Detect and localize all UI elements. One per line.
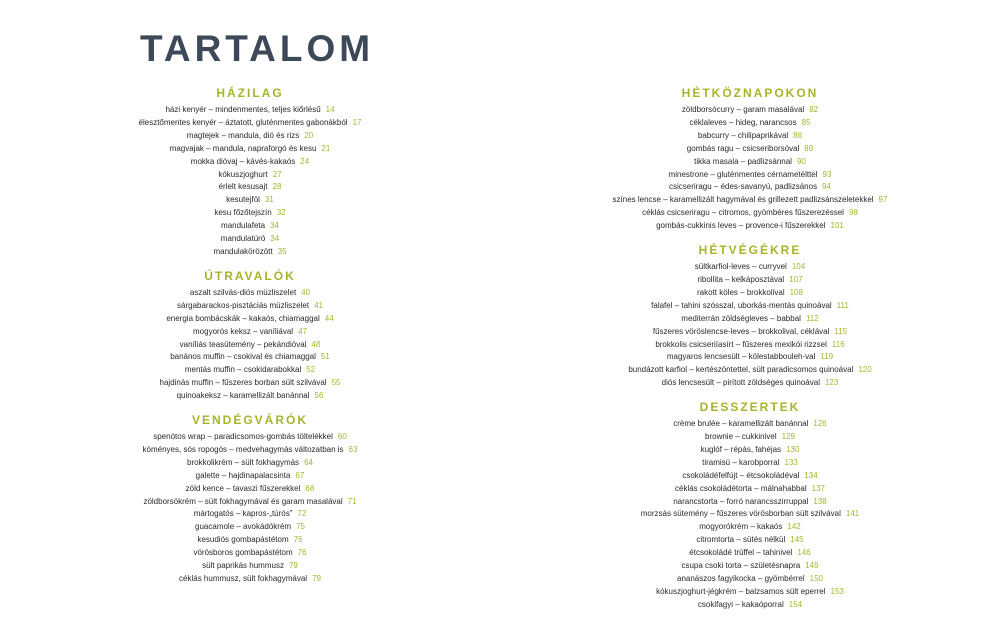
recipe-title: bundázott karfiol – kertészöntettel, sült paradicsomos quinoával (628, 365, 854, 375)
page-number: 115 (834, 326, 848, 336)
section-heading: HÉTKÖZNAPOKON (681, 86, 819, 100)
page-number: 120 (858, 365, 872, 375)
recipe-title: kesu főzőtejszín (214, 208, 272, 218)
toc-entry (0, 457, 500, 470)
toc-list (500, 418, 1000, 612)
page-number: 55 (331, 378, 341, 388)
recipe-title: guacamole – avokádókrém (195, 522, 292, 532)
recipe-title: diós lencsesült – pirított zöldséges quinoával (661, 378, 820, 388)
toc-entry (500, 444, 1000, 457)
toc-entry (0, 364, 500, 377)
recipe-title: gombás ragu – csicseriborsóval (686, 143, 800, 153)
page-number: 21 (321, 143, 331, 153)
recipe-title: mandulatúró (220, 234, 266, 244)
page-number: 94 (822, 182, 831, 192)
toc-entry (0, 508, 500, 521)
page-number: 119 (820, 352, 834, 362)
toc-entry (500, 534, 1000, 547)
toc-entry (500, 156, 1000, 169)
toc-entry (0, 339, 500, 352)
recipe-title: csicseriragu – édes-savanyú, padlizsános (669, 182, 818, 192)
toc-entry (500, 313, 1000, 326)
recipe-title: babcurry – chilipaprikával (697, 130, 789, 140)
toc-entry (0, 313, 500, 326)
page-number: 85 (801, 117, 811, 127)
page-number: 116 (831, 339, 845, 349)
toc-entry (0, 377, 500, 390)
page-number: 145 (790, 535, 804, 545)
page-number: 71 (347, 496, 357, 506)
page-number: 142 (787, 522, 801, 532)
recipe-title: banános muffin – csokival és chiamaggal (170, 352, 316, 362)
recipe-title: ananászos fagyikocka – gyömbérrel (677, 574, 805, 583)
toc-entry (500, 364, 1000, 377)
page-number: 28 (272, 182, 282, 192)
recipe-title: mártogatós – kapros-„túrós” (193, 509, 293, 519)
recipe-title: ribollita – kelkáposztával (697, 274, 785, 284)
recipe-title: aszalt szilvás-diós müzliszelet (189, 287, 297, 297)
toc-entry (500, 143, 1000, 156)
page-number: 47 (298, 326, 307, 336)
recipe-title: zöld kence – tavaszi fűszerekkel (185, 483, 301, 493)
page-number: 146 (797, 548, 811, 558)
page-number: 56 (314, 391, 324, 401)
toc-entry (0, 547, 500, 560)
toc-entry (0, 534, 500, 547)
page-number: 34 (270, 221, 279, 231)
recipe-title: galette – hajdinapalacsinta (195, 470, 291, 480)
section-vendegvarok (0, 413, 500, 586)
page-number: 17 (352, 117, 362, 127)
page-number: 111 (836, 300, 849, 310)
page-number: 75 (296, 522, 305, 532)
recipe-title: csupa csoki torta – születésnapra (681, 561, 801, 571)
toc-entry (500, 130, 1000, 143)
toc-entry (500, 483, 1000, 496)
recipe-title: magvajak – mandula, napraforgó és kesu (169, 143, 317, 153)
page-number: 20 (304, 130, 314, 140)
recipe-title: energia bombácskák – kakaós, chiamaggal (166, 313, 320, 323)
toc-entry (500, 300, 1000, 313)
recipe-title: színes lencse – karamellizált hagymával és grillezett padlizsánszeletekkel (612, 195, 874, 205)
recipe-title: minestrone – gluténmentes cérnametélttel (668, 169, 818, 179)
toc-entry (0, 496, 500, 509)
recipe-title: brokkolikrém – sült fokhagymás (187, 457, 300, 467)
recipe-title: mediterrán zöldségleves – babbal (681, 313, 801, 323)
page-number: 27 (272, 169, 282, 179)
page-number: 123 (824, 378, 839, 388)
page-number: 154 (788, 599, 803, 609)
page-number: 98 (848, 208, 858, 218)
recipe-title: csokoládéfelfújt – étcsokoládéval (682, 470, 800, 480)
toc-entry (0, 560, 500, 573)
page-number: 108 (789, 287, 803, 297)
recipe-title: kókuszjoghurt-jégkrém – balzsamos sült eperrel (656, 586, 826, 596)
toc-entry (500, 470, 1000, 483)
toc-entry (500, 521, 1000, 534)
recipe-title: köményes, sós ropogós – medvehagymás változatban is (142, 444, 344, 454)
recipe-title: céklás csokoládétorta – málnahabbal (675, 483, 807, 493)
recipe-title: fűszeres vöröslencse-leves – brokkolival, céklával (652, 326, 830, 336)
toc-entry (500, 573, 1000, 586)
recipe-title: rakott köles – brokkolival (697, 287, 785, 297)
recipe-title: magtejek – mandula, dió és rizs (186, 130, 300, 140)
recipe-title: quinoakeksz – karamellizált banánnal (176, 391, 310, 401)
toc-entry (500, 351, 1000, 364)
page-number: 150 (809, 574, 823, 583)
page-number: 126 (813, 419, 827, 429)
page-title: TARTALOM (140, 28, 375, 69)
page-number: 44 (324, 313, 334, 323)
page-number: 14 (325, 105, 335, 114)
page-number: 64 (304, 457, 313, 467)
toc-entry (500, 431, 1000, 444)
page-number: 97 (878, 195, 888, 205)
recipe-title: citromtorta – sütés nélkül (696, 535, 786, 545)
page-number: 63 (348, 444, 358, 454)
toc-entry (0, 300, 500, 313)
recipe-title: mandulafeta (221, 221, 266, 231)
page-number: 24 (300, 156, 310, 166)
recipe-title: érlelt kesusajt (218, 182, 268, 192)
section-heading: HÉTVÉGÉKRE (698, 243, 802, 258)
recipe-title: zöldborsókrém – sült fokhagymával és garam masalával (143, 496, 343, 506)
recipe-title: tikka masala – padlizsánnal (694, 156, 792, 166)
recipe-title: sültkarfiol-leves – curryvel (694, 262, 787, 272)
recipe-title: mogyorós keksz – vaníliával (193, 326, 294, 336)
toc-list (0, 431, 500, 586)
toc-entry (0, 233, 500, 246)
recipe-title: kókuszjoghurt (218, 169, 268, 179)
toc-list (500, 261, 1000, 390)
toc-entry (500, 326, 1000, 339)
toc-entry (0, 130, 500, 143)
recipe-title: céklás hummusz, sült fokhagymával (179, 574, 308, 583)
toc-entry (500, 560, 1000, 573)
toc-entry (500, 220, 1000, 233)
page-number: 107 (789, 274, 803, 284)
toc-entry (0, 156, 500, 169)
recipe-title: falafel – tahini szósszal, uborkás-mentás quinoával (651, 300, 832, 310)
recipe-title: crème brulée – karamellizált banánnal (673, 419, 809, 429)
recipe-title: kesudiós gombapástétom (197, 535, 289, 545)
page-number: 31 (264, 195, 274, 205)
page-number: 79 (312, 574, 321, 583)
toc-entry (500, 181, 1000, 194)
page-number: 52 (306, 365, 316, 375)
recipe-title: magyaros lencsesült – kölestabbouleh-val (666, 352, 816, 362)
recipe-title: étcsokoládé trüffel – tahinivel (689, 548, 793, 558)
toc-entry (500, 547, 1000, 560)
page-number: 104 (791, 262, 806, 272)
page-number: 133 (784, 457, 798, 467)
toc-entry (0, 483, 500, 496)
recipe-title: sárgabarackos-pisztáciás müzliszelet (177, 300, 310, 310)
recipe-title: házi kenyér – mindenmentes, teljes kiőrlésű (165, 105, 321, 114)
toc-entry (500, 207, 1000, 220)
page-number: 130 (786, 444, 800, 454)
page-number: 82 (809, 105, 819, 114)
page-number: 76 (297, 548, 307, 558)
toc-list (0, 104, 500, 259)
page-number: 34 (270, 234, 280, 244)
page-number: 35 (277, 246, 287, 256)
recipe-title: brokkolis csicseriíasírt – fűszeres mexikói rizzsel (655, 339, 827, 349)
toc-entry (500, 287, 1000, 300)
recipe-title: zöldborsócurry – garam masalával (681, 105, 805, 114)
page-number: 68 (305, 483, 315, 493)
toc-entry (500, 586, 1000, 599)
toc-entry (500, 496, 1000, 509)
page-number: 138 (813, 496, 827, 506)
page-number: 153 (830, 586, 844, 596)
toc-entry (0, 207, 500, 220)
recipe-title: céklaleves – hideg, narancsos (689, 117, 797, 127)
recipe-title: mentás muffin – csokidarabokkal (184, 365, 302, 375)
page-number: 134 (804, 470, 818, 480)
page-number: 76 (293, 535, 303, 545)
recipe-title: vörösboros gombapástétom (193, 548, 293, 558)
left-column (0, 86, 500, 596)
right-column (500, 86, 1000, 622)
toc-entry (500, 508, 1000, 521)
toc-entry (500, 457, 1000, 470)
recipe-title: morzsás sütemény – fűszeres vörösborban sült szilvával (640, 509, 841, 519)
toc-entry (500, 117, 1000, 130)
section-desszertek (500, 400, 1000, 612)
section-utravalok (0, 269, 500, 403)
recipe-title: sült paprikás hummusz (202, 561, 284, 571)
recipe-title: csokifagyi – kakaóporral (697, 599, 784, 609)
toc-entry (0, 246, 500, 259)
section-hetvegekre (500, 243, 1000, 390)
page-number: 141 (845, 509, 860, 519)
page-number: 67 (295, 470, 305, 480)
toc-entry (0, 181, 500, 194)
page-number: 93 (822, 169, 832, 179)
toc-entry (0, 143, 500, 156)
section-heading: VENDÉGVÁRÓK (191, 413, 308, 428)
page-number: 48 (311, 339, 321, 349)
recipe-title: tiramisú – karobporral (702, 457, 780, 467)
recipe-title: céklás csicseriragu – citromos, gyömbéres fűszerezéssel (642, 208, 844, 218)
recipe-title: vaníliás teasütemény – pekándióval (179, 339, 307, 349)
recipe-title: spenótos wrap – paradicsomos-gombás töltelékkel (153, 432, 333, 442)
page-number: 129 (781, 432, 795, 442)
recipe-title: élesztőmentes kenyér – áztatott, gluténmentes gabonákból (138, 117, 348, 127)
recipe-title: gombás-cukkinis leves – provence-i fűszerekkel (656, 221, 826, 231)
toc-list (0, 287, 500, 403)
toc-entry (500, 339, 1000, 352)
toc-entry (0, 194, 500, 207)
toc-entry (500, 274, 1000, 287)
section-heading: DESSZERTEK (699, 400, 801, 415)
toc-entry (0, 444, 500, 457)
page-number: 60 (337, 432, 347, 442)
page-number: 86 (793, 130, 803, 140)
toc-entry (500, 169, 1000, 182)
page-number: 112 (805, 313, 819, 323)
toc-entry (0, 390, 500, 403)
toc-entry (0, 351, 500, 364)
page-number: 90 (796, 156, 806, 166)
recipe-title: narancstorta – forró narancsszirruppal (673, 496, 809, 506)
recipe-title: mokka dióvaj – kávés-kakaós (190, 156, 296, 166)
page-number: 101 (830, 221, 844, 231)
toc-entry (0, 521, 500, 534)
toc-entry (0, 220, 500, 233)
recipe-title: mandulakörözött (213, 246, 273, 256)
toc-entry (0, 104, 500, 117)
toc-entry (0, 573, 500, 586)
toc-entry (0, 117, 500, 130)
section-heading: ÚTRAVALÓK (204, 268, 296, 283)
page-number: 72 (297, 509, 307, 519)
toc-entry (500, 194, 1000, 207)
toc-entry (0, 470, 500, 483)
recipe-title: mogyorókrém – kakaós (699, 522, 783, 532)
toc-entry (500, 377, 1000, 390)
toc-entry (500, 599, 1000, 612)
section-heading: HÁZILAG (216, 86, 284, 100)
recipe-title: kesutejföl (226, 195, 260, 205)
recipe-title: kuglóf – répás, fahéjas (700, 444, 782, 454)
toc-list (500, 104, 1000, 233)
section-hazilag (0, 86, 500, 259)
page-number: 79 (288, 561, 298, 571)
recipe-title: hajdinás muffin – fűszeres borban sült szilvával (159, 378, 327, 388)
toc-entry (0, 169, 500, 182)
page-number: 32 (276, 208, 286, 218)
page-number: 149 (805, 561, 819, 571)
page-number: 41 (314, 300, 323, 310)
toc-entry (0, 431, 500, 444)
toc-entry (500, 418, 1000, 431)
toc-entry (500, 104, 1000, 117)
section-hetkoznapokon (500, 86, 1000, 233)
page-number: 40 (301, 287, 311, 297)
page-number: 89 (804, 143, 814, 153)
toc-entry (0, 326, 500, 339)
recipe-title: brownie – cukkinivel (705, 432, 777, 442)
toc-entry (500, 261, 1000, 274)
page-number: 51 (320, 352, 330, 362)
page-number: 137 (811, 483, 825, 493)
toc-entry (0, 287, 500, 300)
